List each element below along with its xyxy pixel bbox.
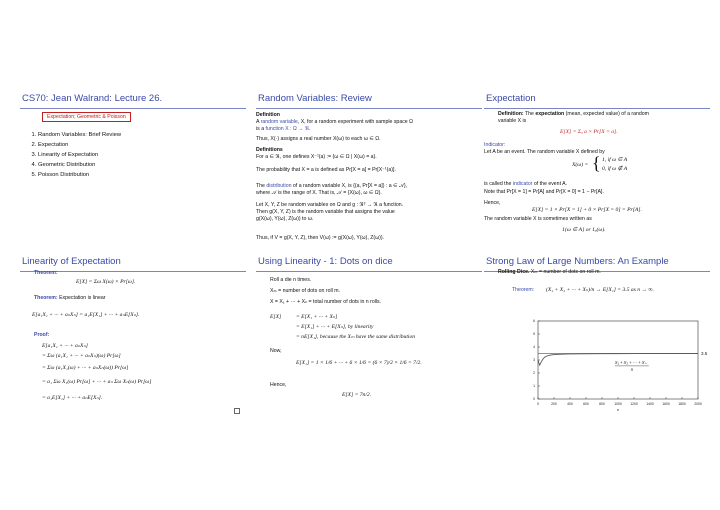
- title-rule: [20, 108, 246, 109]
- single-roll-expectation: E[X₁] = 1 × 1/6 + ··· + 6 × 1/6 = (6 × 7)/2 × 1/6 = 7/2.: [296, 360, 422, 366]
- x-axis-label: n: [616, 408, 620, 412]
- outline-list: [22, 130, 121, 180]
- y-tick-label: 4: [533, 345, 535, 350]
- y-tick-label: 0: [533, 397, 535, 402]
- proof-label: Proof:: [34, 332, 50, 338]
- slide-title: Linearity of Expectation: [22, 256, 121, 267]
- slide-lecture-title: [20, 92, 246, 256]
- theorem-formula: E[X] = Σω X(ω) × Pr[ω].: [76, 279, 136, 285]
- definition-line: The probability that X = a is defined as Pr[X = a] = Pr[X⁻¹(a)].: [256, 167, 396, 173]
- outline-item: 1. Random Variables: Brief Review: [38, 130, 121, 140]
- indicator-expectation: E[X] = 1 × Pr[X = 1] + 0 × Pr[X = 0] = Pr[A].: [532, 207, 642, 213]
- x-tick-label: 1400: [646, 402, 654, 406]
- slide-expectation: [484, 92, 710, 256]
- definition-line: g(X(ω), Y(ω), Z(ω)) to ω.: [256, 216, 314, 222]
- title-rule: [256, 271, 482, 272]
- slide-dots-on-dice: [256, 255, 482, 419]
- definitions-heading: Definitions: [256, 147, 283, 153]
- x-tick-label: 1000: [614, 402, 622, 406]
- proof-step: = Σω (a₁X₁ + ··· + aₙXₙ)(ω) Pr[ω]: [42, 353, 121, 359]
- piecewise-case: 0, if ω ∉ A: [602, 166, 628, 172]
- expectation-formula: E[X] = Σₐ a × Pr[X = a].: [560, 129, 618, 135]
- y-tick-label: 3: [533, 358, 535, 363]
- definition-line: variable X is: [498, 118, 527, 124]
- x-tick-label: 2000: [694, 402, 702, 406]
- indicator-line: Let A be an event. The random variable X defined by: [484, 149, 605, 155]
- derivation-step: = E[X₁ + ··· + Xₙ]: [296, 314, 338, 320]
- slide-rv-review: [256, 92, 482, 256]
- slide-title: Expectation: [486, 93, 536, 104]
- definition-line: Thus, X(·) assigns a real number X(ω) to each ω ∈ Ω.: [256, 136, 381, 142]
- slln-chart: [510, 315, 710, 415]
- slide-title: Strong Law of Large Numbers: An Example: [486, 256, 669, 267]
- proof-step: = a₁E[X₁] + ··· + aₙE[Xₙ].: [42, 395, 103, 401]
- ref-value-label: 3.5: [701, 351, 708, 356]
- derivation-step: = E[X₁] + ··· + E[Xₙ], by linearity: [296, 324, 374, 330]
- y-tick-label: 1: [533, 384, 535, 389]
- slln-line: Rolling Dice. Xₘ = number of dots on roll m.: [498, 269, 601, 275]
- slln-formula: (X₁ + X₂ + ··· + Xₙ)/n → E[X₁] = 3.5 as n → ∞.: [546, 287, 654, 293]
- x-tick-label: 1200: [630, 402, 638, 406]
- dice-line: Xₘ = number of dots on roll m.: [270, 288, 340, 294]
- linearity-formula: E[a₁X₁ + ··· + aₙXₙ] = a₁E[X₁] + ··· + aₙE[Xₙ].: [32, 312, 140, 318]
- y-tick-label: 6: [533, 319, 535, 324]
- piecewise-case: 1, if ω ∈ A: [602, 157, 628, 163]
- slide-title: Using Linearity - 1: Dots on dice: [258, 256, 393, 267]
- theorem-label: Theorem:: [34, 270, 58, 276]
- legend-label: X₁ + X₂ + ··· + Xₙ: [614, 359, 647, 365]
- theorem-line: Theorem: Expectation is linear: [34, 295, 106, 301]
- definition-line: Let X, Y, Z be random variables on Ω and g : ℜ³ → ℜ a function.: [256, 202, 404, 208]
- definition-line: The distribution of a random variable X, is {(a, Pr[X = a]) : a ∈ 𝒜},: [256, 183, 408, 189]
- total-expectation: E[X] = 7n/2.: [342, 392, 372, 398]
- x-tick-label: 1800: [678, 402, 686, 406]
- definition-line: A random variable, X, for a random experiment with sample space Ω: [256, 119, 413, 125]
- definition-heading: Definition: [256, 112, 280, 118]
- theorem-label: Theorem:: [512, 287, 535, 293]
- indicator-line: The random variable X is sometimes written as: [484, 216, 592, 222]
- outline-item: 4. Geometric Distribution: [38, 160, 121, 170]
- x-tick-label: 1600: [662, 402, 670, 406]
- outline-item: 5. Poisson Distribution: [38, 170, 121, 180]
- slide-title: CS70: Jean Walrand: Lecture 26.: [22, 93, 163, 104]
- x-tick-label: 400: [567, 402, 573, 406]
- x-tick-label: 600: [583, 402, 589, 406]
- indicator-line: Hence,: [484, 200, 501, 206]
- indicator-line: Note that Pr[X = 1] = Pr[A] and Pr[X = 0] = 1 − Pr[A].: [484, 189, 604, 195]
- topic-box: Expectation; Geometric & Poisson: [42, 112, 131, 122]
- dice-line: Now,: [270, 348, 282, 354]
- navigation-icon: [234, 408, 240, 414]
- definition-line: Thus, if V = g(X, Y, Z), then V(ω) := g(X(ω), Y(ω), Z(ω)).: [256, 235, 385, 241]
- x-tick-label: 200: [551, 402, 557, 406]
- legend-denominator: n: [630, 366, 634, 372]
- slide-linearity: [20, 255, 246, 419]
- dice-line: Roll a die n times.: [270, 277, 312, 283]
- outline-item: 3. Linearity of Expectation: [38, 150, 121, 160]
- indicator-line: is called the indicator of the event A.: [484, 181, 568, 187]
- proof-step: = Σω (a₁X₁(ω) + ··· + aₙXₙ(ω)) Pr[ω]: [42, 365, 129, 371]
- derivation-lhs: E[X]: [270, 314, 282, 320]
- indicator-heading: Indicator:: [484, 142, 506, 148]
- definition-line: Then g(X, Y, Z) is the random variable that assigns the value: [256, 209, 395, 215]
- title-rule: [484, 108, 710, 109]
- title-rule: [256, 108, 482, 109]
- slide-title: Random Variables: Review: [258, 93, 372, 104]
- slide-slln: [484, 255, 710, 419]
- piecewise-brace: {: [592, 153, 601, 173]
- x-tick-label: 800: [599, 402, 605, 406]
- indicator-lhs: X(ω) =: [572, 162, 589, 168]
- dice-line: X = X₁ + ··· + Xₙ = total number of dots in n rolls.: [270, 299, 382, 305]
- dice-line: Hence,: [270, 382, 287, 388]
- y-tick-label: 5: [533, 332, 535, 337]
- definition-line: For a ∈ ℜ, one defines X⁻¹(a) := {ω ∈ Ω | X(ω) = a}.: [256, 154, 377, 160]
- derivation-step: = nE[X₁], because the Xₘ have the same distribution: [296, 334, 416, 340]
- proof-step: = a₁ Σω X₁(ω) Pr[ω] + ··· + aₙ Σω Xₙ(ω) Pr[ω]: [42, 379, 152, 385]
- y-tick-label: 2: [533, 371, 535, 376]
- definition-line: is a function X : Ω → ℜ.: [256, 126, 311, 132]
- definition-line: Definition: The expectation (mean, expected value) of a random: [498, 111, 649, 117]
- indicator-notation: 1{ω ∈ A} or 1ₐ(ω).: [562, 227, 606, 233]
- outline-item: 2. Expectation: [38, 140, 121, 150]
- definition-line: where 𝒜 is the range of X. That is, 𝒜 = {X(ω), ω ∈ Ω}.: [256, 190, 382, 196]
- x-tick-label: 0: [537, 402, 539, 406]
- proof-step: E[a₁X₁ + ··· + aₙXₙ]: [42, 343, 88, 349]
